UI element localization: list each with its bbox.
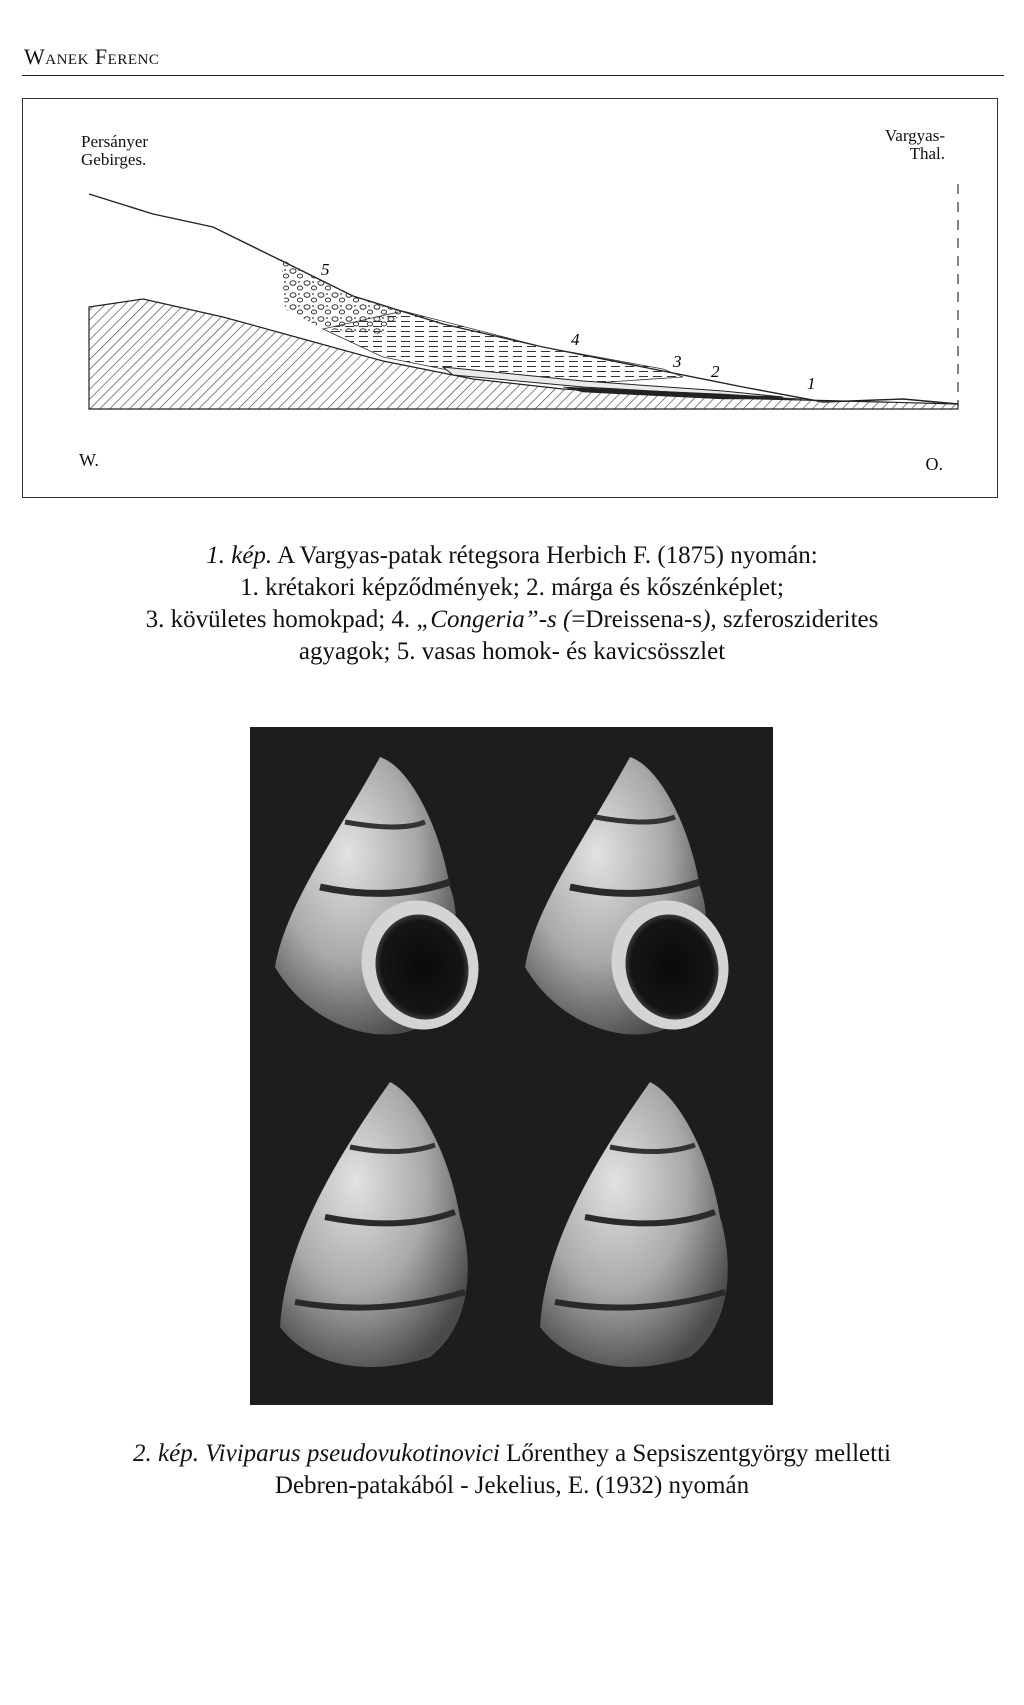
shell-top-left (275, 757, 493, 1043)
figure-2-caption (40, 1438, 984, 1502)
figure-2-species-name: Viviparus pseudovukotinovici (205, 1440, 500, 1467)
figure-1-cross-section (22, 98, 998, 498)
figure-1-caption-congeria: „Congeria”-s ( (416, 606, 572, 633)
header-rule (22, 75, 1004, 76)
layer-label-3: 3 (673, 352, 682, 371)
figure-1-caption-line3-a: 3. kövületes homokpad; 4. (145, 606, 417, 633)
figure-1-caption-line3 (40, 604, 984, 636)
label-vargyas-line2: Thal. (909, 144, 945, 163)
figure-1-caption-line2: 1. krétakori képződmények; 2. márga és kőszénképlet; (240, 574, 784, 601)
running-head: Wanek Ferenc (24, 44, 160, 69)
layer-label-2: 2 (711, 362, 720, 381)
shell-bottom-left (280, 1082, 468, 1367)
figure-2-photo-viviparus-shells (250, 727, 773, 1405)
figure-1-caption-dreissena: =Dreissena-s (571, 606, 703, 633)
label-west: W. (79, 450, 99, 470)
figure-1-caption-line3-c: szferosziderites (716, 606, 879, 633)
layer-label-1: 1 (807, 374, 816, 393)
figure-1-caption-close: ), (702, 606, 717, 633)
shells-illustration (250, 727, 773, 1405)
figure-1-caption-line4: agyagok; 5. vasas homok- és kavicsösszlet (298, 638, 726, 665)
shell-bottom-right (540, 1082, 728, 1367)
label-persanyer-line1: Persányer (81, 132, 149, 151)
label-vargyas (885, 127, 945, 163)
figure-1-caption-text1: A Vargyas-patak rétegsora Herbich F. (1875) nyomán: (277, 542, 818, 569)
label-persanyer (81, 133, 148, 169)
shell-top-right (525, 757, 743, 1043)
label-persanyer-line2: Gebirges. (81, 150, 147, 169)
layer-label-4: 4 (571, 330, 580, 349)
layer-label-5: 5 (321, 260, 330, 279)
figure-2-caption-text1: Lőrenthey a Sepsiszentgyörgy melletti (499, 1440, 891, 1467)
cross-section-drawing (23, 99, 999, 499)
label-east: O. (925, 454, 943, 474)
label-vargyas-line1: Vargyas- (884, 126, 945, 145)
figure-2-caption-line2: Debren-patakából - Jekelius, E. (1932) nyomán (274, 1472, 750, 1499)
figure-1-caption (40, 540, 984, 668)
figure-2-number: 2. kép. (133, 1440, 199, 1467)
figure-1-number: 1. kép. (206, 542, 273, 569)
figure-1-caption-line1 (40, 540, 984, 572)
figure-2-caption-line1 (40, 1438, 984, 1470)
